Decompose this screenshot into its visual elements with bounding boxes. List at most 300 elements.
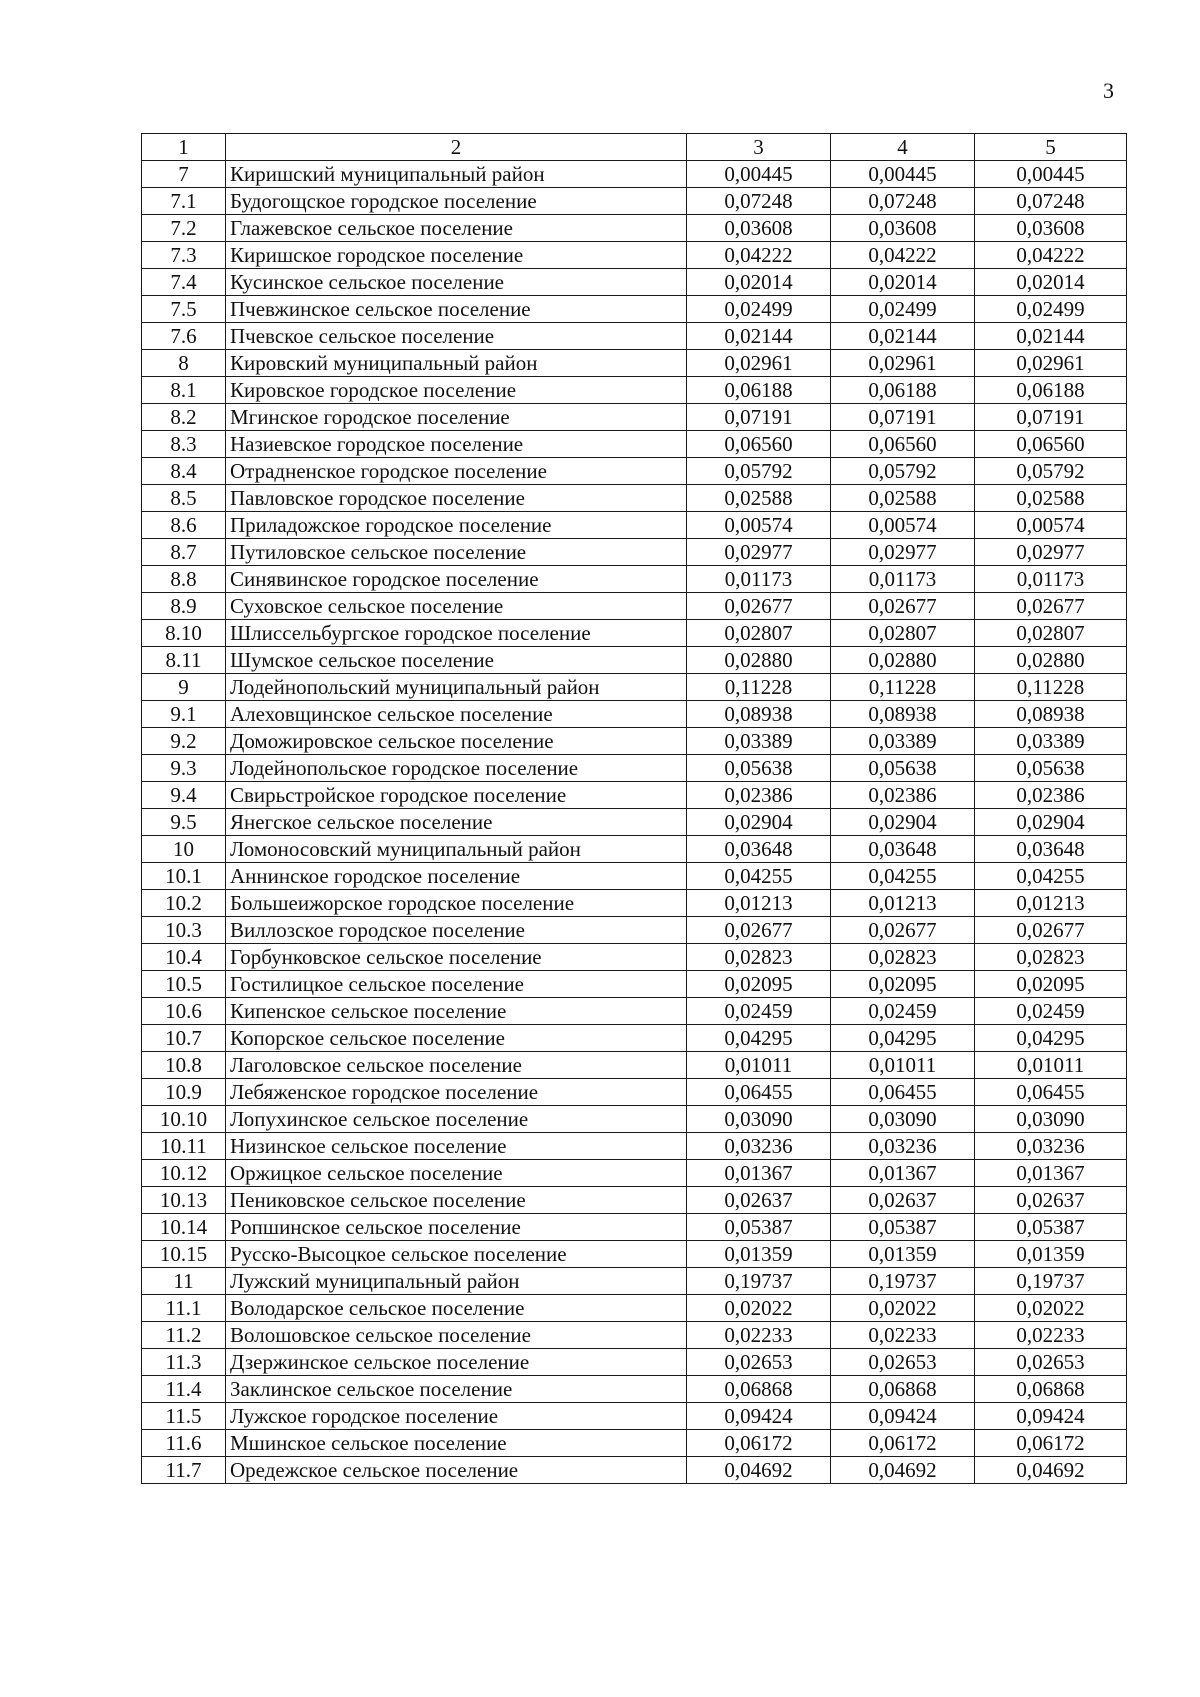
- settlement-name: Синявинское городское поселение: [226, 566, 687, 593]
- settlement-name: Лаголовское сельское поселение: [226, 1052, 687, 1079]
- value-col-4: 0,01173: [831, 566, 975, 593]
- value-col-3: 0,06188: [687, 377, 831, 404]
- value-col-5: 0,00574: [975, 512, 1127, 539]
- settlement-name: Лужский муниципальный район: [226, 1268, 687, 1295]
- value-col-5: 0,06172: [975, 1430, 1127, 1457]
- settlement-name: Заклинское сельское поселение: [226, 1376, 687, 1403]
- value-col-5: 0,19737: [975, 1268, 1127, 1295]
- settlement-name: Киришский муниципальный район: [226, 161, 687, 188]
- value-col-3: 0,02588: [687, 485, 831, 512]
- value-col-5: 0,07191: [975, 404, 1127, 431]
- value-col-4: 0,01359: [831, 1241, 975, 1268]
- value-col-4: 0,02961: [831, 350, 975, 377]
- row-number: 8.11: [142, 647, 226, 674]
- header-cell-3: 3: [687, 134, 831, 161]
- value-col-3: 0,02014: [687, 269, 831, 296]
- settlement-name: Лодейнопольское городское поселение: [226, 755, 687, 782]
- value-col-3: 0,03389: [687, 728, 831, 755]
- row-number: 10.2: [142, 890, 226, 917]
- table-row: [142, 485, 1127, 512]
- header-row: [142, 134, 1127, 161]
- settlement-name: Мшинское сельское поселение: [226, 1430, 687, 1457]
- value-col-3: 0,05792: [687, 458, 831, 485]
- value-col-4: 0,06172: [831, 1430, 975, 1457]
- settlement-name: Большеижорское городское поселение: [226, 890, 687, 917]
- value-col-5: 0,07248: [975, 188, 1127, 215]
- value-col-4: 0,02022: [831, 1295, 975, 1322]
- value-col-4: 0,02386: [831, 782, 975, 809]
- table-row: [142, 782, 1127, 809]
- value-col-5: 0,05638: [975, 755, 1127, 782]
- settlement-name: Лопухинское сельское поселение: [226, 1106, 687, 1133]
- table-row: [142, 1025, 1127, 1052]
- value-col-5: 0,02386: [975, 782, 1127, 809]
- settlement-name: Копорское сельское поселение: [226, 1025, 687, 1052]
- row-number: 8.9: [142, 593, 226, 620]
- row-number: 7.1: [142, 188, 226, 215]
- value-col-3: 0,08938: [687, 701, 831, 728]
- settlement-name: Лодейнопольский муниципальный район: [226, 674, 687, 701]
- value-col-4: 0,02588: [831, 485, 975, 512]
- table-row: [142, 1214, 1127, 1241]
- value-col-3: 0,01359: [687, 1241, 831, 1268]
- settlement-name: Свирьстройское городское поселение: [226, 782, 687, 809]
- table-row: [142, 404, 1127, 431]
- value-col-5: 0,02637: [975, 1187, 1127, 1214]
- value-col-3: 0,02653: [687, 1349, 831, 1376]
- value-col-4: 0,02459: [831, 998, 975, 1025]
- value-col-5: 0,06455: [975, 1079, 1127, 1106]
- value-col-5: 0,02459: [975, 998, 1127, 1025]
- table-row: [142, 1079, 1127, 1106]
- table-row: [142, 998, 1127, 1025]
- table-row: [142, 593, 1127, 620]
- value-col-5: 0,06868: [975, 1376, 1127, 1403]
- value-col-3: 0,02904: [687, 809, 831, 836]
- table-row: [142, 728, 1127, 755]
- table-row: [142, 323, 1127, 350]
- value-col-3: 0,04692: [687, 1457, 831, 1484]
- value-col-4: 0,00574: [831, 512, 975, 539]
- value-col-5: 0,02880: [975, 647, 1127, 674]
- table-row: [142, 431, 1127, 458]
- table-row: [142, 242, 1127, 269]
- value-col-3: 0,03608: [687, 215, 831, 242]
- value-col-4: 0,02977: [831, 539, 975, 566]
- data-table: [141, 133, 1127, 1484]
- value-col-4: 0,02499: [831, 296, 975, 323]
- value-col-4: 0,02653: [831, 1349, 975, 1376]
- value-col-3: 0,05638: [687, 755, 831, 782]
- table-row: [142, 1430, 1127, 1457]
- value-col-5: 0,02807: [975, 620, 1127, 647]
- header-cell-4: 4: [831, 134, 975, 161]
- value-col-5: 0,04255: [975, 863, 1127, 890]
- row-number: 10.5: [142, 971, 226, 998]
- table-row: [142, 1295, 1127, 1322]
- value-col-3: 0,04295: [687, 1025, 831, 1052]
- value-col-4: 0,03090: [831, 1106, 975, 1133]
- value-col-5: 0,04295: [975, 1025, 1127, 1052]
- value-col-5: 0,00445: [975, 161, 1127, 188]
- value-col-5: 0,02977: [975, 539, 1127, 566]
- row-number: 10.12: [142, 1160, 226, 1187]
- table-row: [142, 647, 1127, 674]
- row-number: 10.14: [142, 1214, 226, 1241]
- value-col-4: 0,06868: [831, 1376, 975, 1403]
- row-number: 9.2: [142, 728, 226, 755]
- table-row: [142, 269, 1127, 296]
- settlement-name: Гостилицкое сельское поселение: [226, 971, 687, 998]
- value-col-5: 0,04692: [975, 1457, 1127, 1484]
- table-row: [142, 1376, 1127, 1403]
- row-number: 11.2: [142, 1322, 226, 1349]
- row-number: 11.3: [142, 1349, 226, 1376]
- value-col-3: 0,02144: [687, 323, 831, 350]
- row-number: 9.5: [142, 809, 226, 836]
- value-col-5: 0,02904: [975, 809, 1127, 836]
- value-col-3: 0,11228: [687, 674, 831, 701]
- table-row: [142, 566, 1127, 593]
- header-cell-2: 2: [226, 134, 687, 161]
- settlement-name: Киришское городское поселение: [226, 242, 687, 269]
- value-col-5: 0,06188: [975, 377, 1127, 404]
- value-col-3: 0,02880: [687, 647, 831, 674]
- table-row: [142, 1106, 1127, 1133]
- value-col-4: 0,04222: [831, 242, 975, 269]
- value-col-4: 0,01367: [831, 1160, 975, 1187]
- table-row: [142, 1052, 1127, 1079]
- settlement-name: Мгинское городское поселение: [226, 404, 687, 431]
- value-col-4: 0,02880: [831, 647, 975, 674]
- settlement-name: Пениковское сельское поселение: [226, 1187, 687, 1214]
- table-row: [142, 890, 1127, 917]
- value-col-4: 0,05638: [831, 755, 975, 782]
- settlement-name: Оржицкое сельское поселение: [226, 1160, 687, 1187]
- table-row: [142, 458, 1127, 485]
- value-col-4: 0,02144: [831, 323, 975, 350]
- table-row: [142, 512, 1127, 539]
- value-col-3: 0,00574: [687, 512, 831, 539]
- settlement-name: Виллозское городское поселение: [226, 917, 687, 944]
- row-number: 10.4: [142, 944, 226, 971]
- table-row: [142, 1187, 1127, 1214]
- value-col-4: 0,02637: [831, 1187, 975, 1214]
- settlement-name: Оредежское сельское поселение: [226, 1457, 687, 1484]
- value-col-5: 0,03090: [975, 1106, 1127, 1133]
- settlement-name: Глажевское сельское поселение: [226, 215, 687, 242]
- table-row: [142, 674, 1127, 701]
- value-col-4: 0,02904: [831, 809, 975, 836]
- row-number: 8.10: [142, 620, 226, 647]
- row-number: 8.4: [142, 458, 226, 485]
- settlement-name: Русско-Высоцкое сельское поселение: [226, 1241, 687, 1268]
- value-col-4: 0,01011: [831, 1052, 975, 1079]
- row-number: 11.4: [142, 1376, 226, 1403]
- row-number: 8.7: [142, 539, 226, 566]
- table-row: [142, 1322, 1127, 1349]
- row-number: 10.8: [142, 1052, 226, 1079]
- value-col-4: 0,07248: [831, 188, 975, 215]
- value-col-5: 0,02233: [975, 1322, 1127, 1349]
- value-col-5: 0,02588: [975, 485, 1127, 512]
- value-col-4: 0,05792: [831, 458, 975, 485]
- row-number: 8: [142, 350, 226, 377]
- table-body: [142, 161, 1127, 1484]
- settlement-name: Путиловское сельское поселение: [226, 539, 687, 566]
- settlement-name: Кусинское сельское поселение: [226, 269, 687, 296]
- value-col-5: 0,02499: [975, 296, 1127, 323]
- value-col-5: 0,02677: [975, 593, 1127, 620]
- value-col-3: 0,07191: [687, 404, 831, 431]
- row-number: 8.8: [142, 566, 226, 593]
- value-col-3: 0,03090: [687, 1106, 831, 1133]
- table-row: [142, 1268, 1127, 1295]
- value-col-4: 0,03389: [831, 728, 975, 755]
- row-number: 10.13: [142, 1187, 226, 1214]
- settlement-name: Низинское сельское поселение: [226, 1133, 687, 1160]
- row-number: 7.6: [142, 323, 226, 350]
- table-row: [142, 1349, 1127, 1376]
- settlement-name: Лужское городское поселение: [226, 1403, 687, 1430]
- row-number: 10.7: [142, 1025, 226, 1052]
- value-col-4: 0,04255: [831, 863, 975, 890]
- settlement-name: Алеховщинское сельское поселение: [226, 701, 687, 728]
- value-col-4: 0,07191: [831, 404, 975, 431]
- settlement-name: Лебяженское городское поселение: [226, 1079, 687, 1106]
- row-number: 7.4: [142, 269, 226, 296]
- value-col-5: 0,05387: [975, 1214, 1127, 1241]
- settlement-name: Кировский муниципальный район: [226, 350, 687, 377]
- value-col-4: 0,04295: [831, 1025, 975, 1052]
- table-row: [142, 917, 1127, 944]
- table-row: [142, 971, 1127, 998]
- row-number: 10.10: [142, 1106, 226, 1133]
- value-col-5: 0,02677: [975, 917, 1127, 944]
- table-row: [142, 1160, 1127, 1187]
- table-row: [142, 350, 1127, 377]
- value-col-5: 0,09424: [975, 1403, 1127, 1430]
- row-number: 8.5: [142, 485, 226, 512]
- settlement-name: Шумское сельское поселение: [226, 647, 687, 674]
- value-col-4: 0,06188: [831, 377, 975, 404]
- settlement-name: Будогощское городское поселение: [226, 188, 687, 215]
- table-row: [142, 1403, 1127, 1430]
- table-row: [142, 188, 1127, 215]
- row-number: 8.2: [142, 404, 226, 431]
- value-col-5: 0,11228: [975, 674, 1127, 701]
- value-col-5: 0,02823: [975, 944, 1127, 971]
- value-col-5: 0,03608: [975, 215, 1127, 242]
- value-col-4: 0,02807: [831, 620, 975, 647]
- value-col-5: 0,01011: [975, 1052, 1127, 1079]
- table-row: [142, 296, 1127, 323]
- value-col-3: 0,01011: [687, 1052, 831, 1079]
- row-number: 10.1: [142, 863, 226, 890]
- value-col-4: 0,03236: [831, 1133, 975, 1160]
- value-col-3: 0,02022: [687, 1295, 831, 1322]
- value-col-3: 0,02961: [687, 350, 831, 377]
- row-number: 10.11: [142, 1133, 226, 1160]
- settlement-name: Павловское городское поселение: [226, 485, 687, 512]
- row-number: 7.5: [142, 296, 226, 323]
- settlement-name: Назиевское городское поселение: [226, 431, 687, 458]
- value-col-5: 0,01213: [975, 890, 1127, 917]
- row-number: 11.1: [142, 1295, 226, 1322]
- row-number: 7.2: [142, 215, 226, 242]
- value-col-4: 0,02095: [831, 971, 975, 998]
- header-cell-5: 5: [975, 134, 1127, 161]
- value-col-5: 0,01367: [975, 1160, 1127, 1187]
- value-col-3: 0,07248: [687, 188, 831, 215]
- settlement-name: Пчевское сельское поселение: [226, 323, 687, 350]
- value-col-4: 0,06455: [831, 1079, 975, 1106]
- table-row: [142, 809, 1127, 836]
- value-col-3: 0,09424: [687, 1403, 831, 1430]
- table-row: [142, 701, 1127, 728]
- value-col-4: 0,06560: [831, 431, 975, 458]
- settlement-name: Отрадненское городское поселение: [226, 458, 687, 485]
- value-col-4: 0,02677: [831, 593, 975, 620]
- table-row: [142, 1457, 1127, 1484]
- value-col-5: 0,02095: [975, 971, 1127, 998]
- value-col-3: 0,02095: [687, 971, 831, 998]
- value-col-5: 0,02653: [975, 1349, 1127, 1376]
- row-number: 10.6: [142, 998, 226, 1025]
- value-col-3: 0,06868: [687, 1376, 831, 1403]
- table-row: [142, 1133, 1127, 1160]
- row-number: 8.3: [142, 431, 226, 458]
- table-row: [142, 620, 1127, 647]
- value-col-3: 0,19737: [687, 1268, 831, 1295]
- settlement-name: Ропшинское сельское поселение: [226, 1214, 687, 1241]
- value-col-4: 0,02233: [831, 1322, 975, 1349]
- value-col-3: 0,06172: [687, 1430, 831, 1457]
- settlement-name: Горбунковское сельское поселение: [226, 944, 687, 971]
- row-number: 7: [142, 161, 226, 188]
- value-col-3: 0,02807: [687, 620, 831, 647]
- value-col-3: 0,06455: [687, 1079, 831, 1106]
- value-col-4: 0,02677: [831, 917, 975, 944]
- table-header: [142, 134, 1127, 161]
- row-number: 11.5: [142, 1403, 226, 1430]
- value-col-5: 0,01173: [975, 566, 1127, 593]
- value-col-5: 0,05792: [975, 458, 1127, 485]
- row-number: 11.6: [142, 1430, 226, 1457]
- value-col-3: 0,06560: [687, 431, 831, 458]
- settlement-name: Доможировское сельское поселение: [226, 728, 687, 755]
- value-col-4: 0,11228: [831, 674, 975, 701]
- value-col-5: 0,04222: [975, 242, 1127, 269]
- value-col-4: 0,01213: [831, 890, 975, 917]
- value-col-3: 0,00445: [687, 161, 831, 188]
- value-col-3: 0,02233: [687, 1322, 831, 1349]
- value-col-3: 0,02677: [687, 593, 831, 620]
- value-col-4: 0,03648: [831, 836, 975, 863]
- row-number: 10.3: [142, 917, 226, 944]
- value-col-3: 0,04222: [687, 242, 831, 269]
- value-col-3: 0,02459: [687, 998, 831, 1025]
- value-col-4: 0,05387: [831, 1214, 975, 1241]
- row-number: 11: [142, 1268, 226, 1295]
- value-col-4: 0,08938: [831, 701, 975, 728]
- value-col-4: 0,02823: [831, 944, 975, 971]
- table-row: [142, 161, 1127, 188]
- value-col-4: 0,00445: [831, 161, 975, 188]
- settlement-name: Пчевжинское сельское поселение: [226, 296, 687, 323]
- value-col-4: 0,03608: [831, 215, 975, 242]
- value-col-5: 0,02961: [975, 350, 1127, 377]
- value-col-4: 0,09424: [831, 1403, 975, 1430]
- value-col-5: 0,02022: [975, 1295, 1127, 1322]
- value-col-4: 0,04692: [831, 1457, 975, 1484]
- value-col-3: 0,02977: [687, 539, 831, 566]
- row-number: 10: [142, 836, 226, 863]
- value-col-3: 0,02677: [687, 917, 831, 944]
- value-col-3: 0,01173: [687, 566, 831, 593]
- value-col-3: 0,04255: [687, 863, 831, 890]
- row-number: 9.4: [142, 782, 226, 809]
- row-number: 10.9: [142, 1079, 226, 1106]
- row-number: 10.15: [142, 1241, 226, 1268]
- settlement-name: Волошовское сельское поселение: [226, 1322, 687, 1349]
- settlement-name: Дзержинское сельское поселение: [226, 1349, 687, 1376]
- value-col-5: 0,03236: [975, 1133, 1127, 1160]
- value-col-3: 0,03648: [687, 836, 831, 863]
- row-number: 9: [142, 674, 226, 701]
- value-col-5: 0,06560: [975, 431, 1127, 458]
- row-number: 8.1: [142, 377, 226, 404]
- table-row: [142, 215, 1127, 242]
- value-col-5: 0,03648: [975, 836, 1127, 863]
- table-row: [142, 944, 1127, 971]
- value-col-5: 0,03389: [975, 728, 1127, 755]
- table-row: [142, 755, 1127, 782]
- value-col-3: 0,02499: [687, 296, 831, 323]
- value-col-5: 0,08938: [975, 701, 1127, 728]
- value-col-3: 0,03236: [687, 1133, 831, 1160]
- table-row: [142, 1241, 1127, 1268]
- settlement-name: Приладожское городское поселение: [226, 512, 687, 539]
- settlement-name: Суховское сельское поселение: [226, 593, 687, 620]
- row-number: 7.3: [142, 242, 226, 269]
- table-row: [142, 377, 1127, 404]
- settlement-name: Кипенское сельское поселение: [226, 998, 687, 1025]
- value-col-3: 0,02386: [687, 782, 831, 809]
- row-number: 11.7: [142, 1457, 226, 1484]
- value-col-5: 0,02144: [975, 323, 1127, 350]
- settlement-name: Аннинское городское поселение: [226, 863, 687, 890]
- settlement-name: Ломоносовский муниципальный район: [226, 836, 687, 863]
- value-col-3: 0,01213: [687, 890, 831, 917]
- settlement-name: Шлиссельбургское городское поселение: [226, 620, 687, 647]
- settlement-name: Володарское сельское поселение: [226, 1295, 687, 1322]
- row-number: 9.3: [142, 755, 226, 782]
- value-col-5: 0,01359: [975, 1241, 1127, 1268]
- value-col-3: 0,02823: [687, 944, 831, 971]
- row-number: 9.1: [142, 701, 226, 728]
- header-cell-1: 1: [142, 134, 226, 161]
- value-col-4: 0,02014: [831, 269, 975, 296]
- table-row: [142, 863, 1127, 890]
- value-col-4: 0,19737: [831, 1268, 975, 1295]
- value-col-3: 0,02637: [687, 1187, 831, 1214]
- row-number: 8.6: [142, 512, 226, 539]
- settlement-name: Кировское городское поселение: [226, 377, 687, 404]
- page-number: 3: [1103, 78, 1114, 103]
- value-col-3: 0,05387: [687, 1214, 831, 1241]
- value-col-5: 0,02014: [975, 269, 1127, 296]
